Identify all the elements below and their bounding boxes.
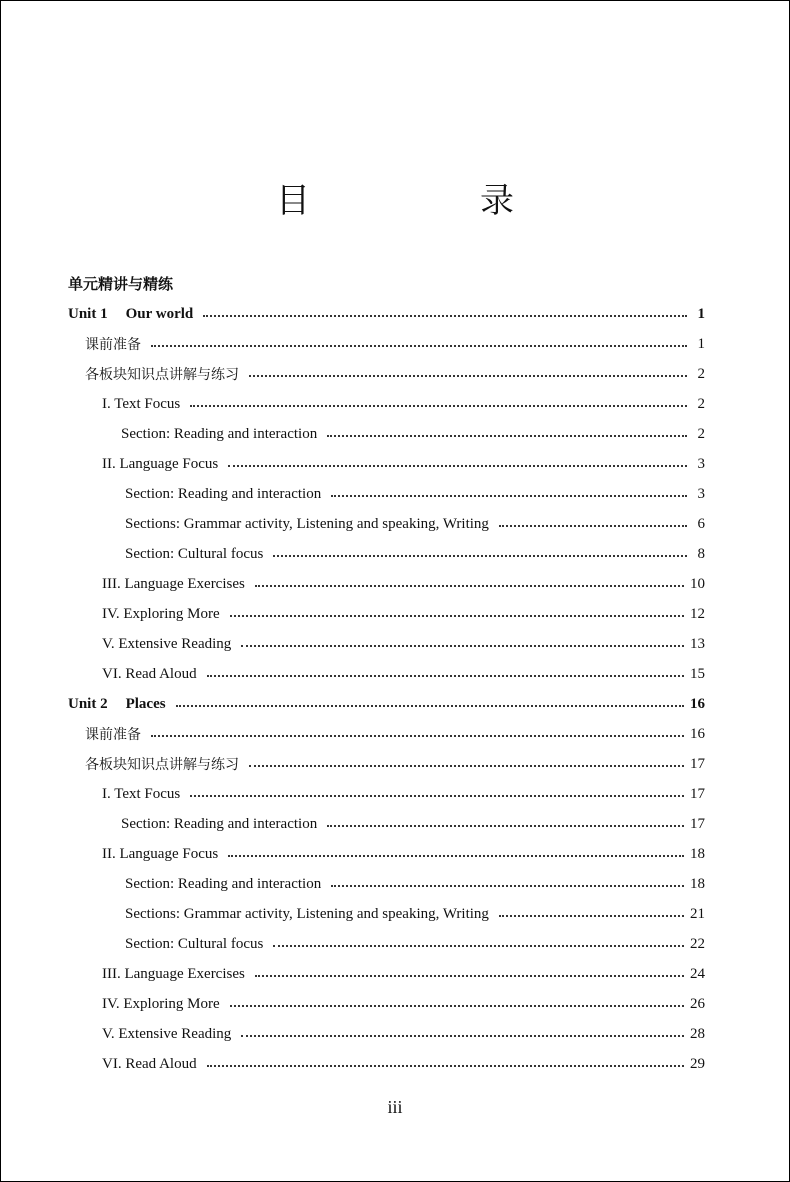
toc-page-number: 2 — [697, 395, 705, 412]
toc-page-number: 15 — [690, 665, 705, 682]
toc-entry-label: IV. Exploring More — [102, 605, 220, 622]
toc-page-number: 18 — [690, 845, 705, 862]
toc-entry-label: Section: Cultural focus — [125, 935, 264, 952]
toc-entry-label: II. Language Focus — [102, 455, 219, 472]
toc-page-number: 22 — [690, 935, 705, 952]
dot-leader — [273, 945, 684, 947]
dot-leader — [228, 465, 687, 467]
toc-entry[interactable] — [102, 1021, 705, 1047]
toc-entry[interactable] — [102, 961, 705, 987]
dot-leader — [203, 315, 687, 317]
toc-entry-label: 各板块知识点讲解与练习 — [85, 367, 239, 383]
toc-entry-label: 各板块知识点讲解与练习 — [85, 757, 239, 773]
toc-entry[interactable] — [121, 421, 705, 447]
toc-page-number: 3 — [697, 455, 705, 472]
toc-entry-label: V. Extensive Reading — [102, 635, 232, 652]
dot-leader — [230, 1005, 684, 1007]
dot-leader — [255, 975, 684, 977]
toc-entry[interactable] — [121, 811, 705, 837]
toc-entry[interactable] — [102, 661, 705, 687]
dot-leader — [331, 495, 687, 497]
dot-leader — [327, 435, 687, 437]
toc-page-number: 29 — [690, 1055, 705, 1072]
dot-leader — [327, 825, 684, 827]
toc-entry-label: Unit 2 Places — [68, 695, 166, 712]
toc-entry[interactable] — [102, 391, 705, 417]
section-heading: 单元精讲与精练 — [68, 275, 174, 293]
page-number: iii — [387, 1097, 403, 1117]
toc-page-number: 28 — [690, 1025, 705, 1042]
dot-leader — [207, 1065, 684, 1067]
dot-leader — [249, 375, 687, 377]
toc-entry-label: Section: Reading and interaction — [125, 875, 322, 892]
toc-entry[interactable] — [125, 481, 705, 507]
dot-leader — [499, 525, 687, 527]
toc-entry[interactable] — [102, 451, 705, 477]
dot-leader — [499, 915, 684, 917]
toc-entry[interactable] — [125, 901, 705, 927]
toc-entry[interactable] — [125, 511, 705, 537]
toc-entry-label: VI. Read Aloud — [102, 1055, 197, 1072]
toc-entry-label: Section: Reading and interaction — [121, 815, 318, 832]
toc-entry-label: III. Language Exercises — [102, 965, 245, 982]
dot-leader — [241, 1035, 684, 1037]
dot-leader — [190, 795, 684, 797]
toc-entry[interactable] — [102, 781, 705, 807]
toc-page-number: 1 — [697, 305, 705, 322]
toc-entry-label: 课前准备 — [85, 337, 141, 353]
dot-leader — [207, 675, 684, 677]
toc-page-number: 21 — [690, 905, 705, 922]
toc-entry-label: I. Text Focus — [102, 785, 181, 802]
toc-entry[interactable] — [125, 871, 705, 897]
toc-page-number: 6 — [697, 515, 705, 532]
toc-page-number: 16 — [690, 695, 705, 712]
toc-page-number: 8 — [697, 545, 705, 562]
toc-page-number: 10 — [690, 575, 705, 592]
dot-leader — [249, 765, 684, 767]
dot-leader — [151, 345, 687, 347]
toc-entry[interactable] — [85, 331, 705, 357]
toc-entry-label: V. Extensive Reading — [102, 1025, 232, 1042]
toc-page-number: 17 — [690, 755, 705, 772]
toc-page-number: 1 — [697, 335, 705, 352]
toc-entry[interactable] — [125, 931, 705, 957]
toc-page-number: 17 — [690, 785, 705, 802]
toc-entry[interactable] — [102, 601, 705, 627]
toc-page-number: 12 — [690, 605, 705, 622]
toc-entry[interactable] — [102, 1051, 705, 1077]
toc-entry[interactable] — [85, 751, 705, 777]
toc-page-number: 24 — [690, 965, 705, 982]
toc-page-number: 26 — [690, 995, 705, 1012]
toc-entry[interactable] — [102, 991, 705, 1017]
toc-entry-label: IV. Exploring More — [102, 995, 220, 1012]
toc-page-number: 3 — [697, 485, 705, 502]
page-title: 目 录 — [276, 181, 582, 221]
toc-entry-unit-1[interactable] — [68, 301, 705, 327]
toc-entry-label: 课前准备 — [85, 727, 141, 743]
toc-entry-unit-2[interactable] — [68, 691, 705, 717]
toc-entry-label: II. Language Focus — [102, 845, 219, 862]
toc-page-number: 13 — [690, 635, 705, 652]
dot-leader — [228, 855, 684, 857]
dot-leader — [255, 585, 684, 587]
toc-entry-label: III. Language Exercises — [102, 575, 245, 592]
toc-entry-label: I. Text Focus — [102, 395, 181, 412]
dot-leader — [151, 735, 684, 737]
toc-entry[interactable] — [102, 631, 705, 657]
dot-leader — [230, 615, 684, 617]
toc-page-number: 2 — [697, 425, 705, 442]
toc-entry[interactable] — [102, 841, 705, 867]
toc-entry-label: Unit 1 Our world — [68, 305, 194, 322]
toc-entry[interactable] — [102, 571, 705, 597]
toc-entry-label: Sections: Grammar activity, Listening and speaking, Writing — [125, 905, 489, 922]
toc-entry[interactable] — [85, 721, 705, 747]
toc-page-number: 18 — [690, 875, 705, 892]
toc-page-number: 16 — [690, 725, 705, 742]
toc-page-number: 17 — [690, 815, 705, 832]
dot-leader — [273, 555, 687, 557]
toc-entry-label: Section: Reading and interaction — [125, 485, 322, 502]
toc-entry-label: Section: Reading and interaction — [121, 425, 318, 442]
toc-entry-label: Sections: Grammar activity, Listening and speaking, Writing — [125, 515, 489, 532]
dot-leader — [176, 705, 684, 707]
toc-entry-label: VI. Read Aloud — [102, 665, 197, 682]
dot-leader — [190, 405, 687, 407]
dot-leader — [331, 885, 684, 887]
dot-leader — [241, 645, 684, 647]
toc-entry-label: Section: Cultural focus — [125, 545, 264, 562]
toc-entry[interactable] — [85, 361, 705, 387]
toc-page-number: 2 — [697, 365, 705, 382]
toc-entry[interactable] — [125, 541, 705, 567]
